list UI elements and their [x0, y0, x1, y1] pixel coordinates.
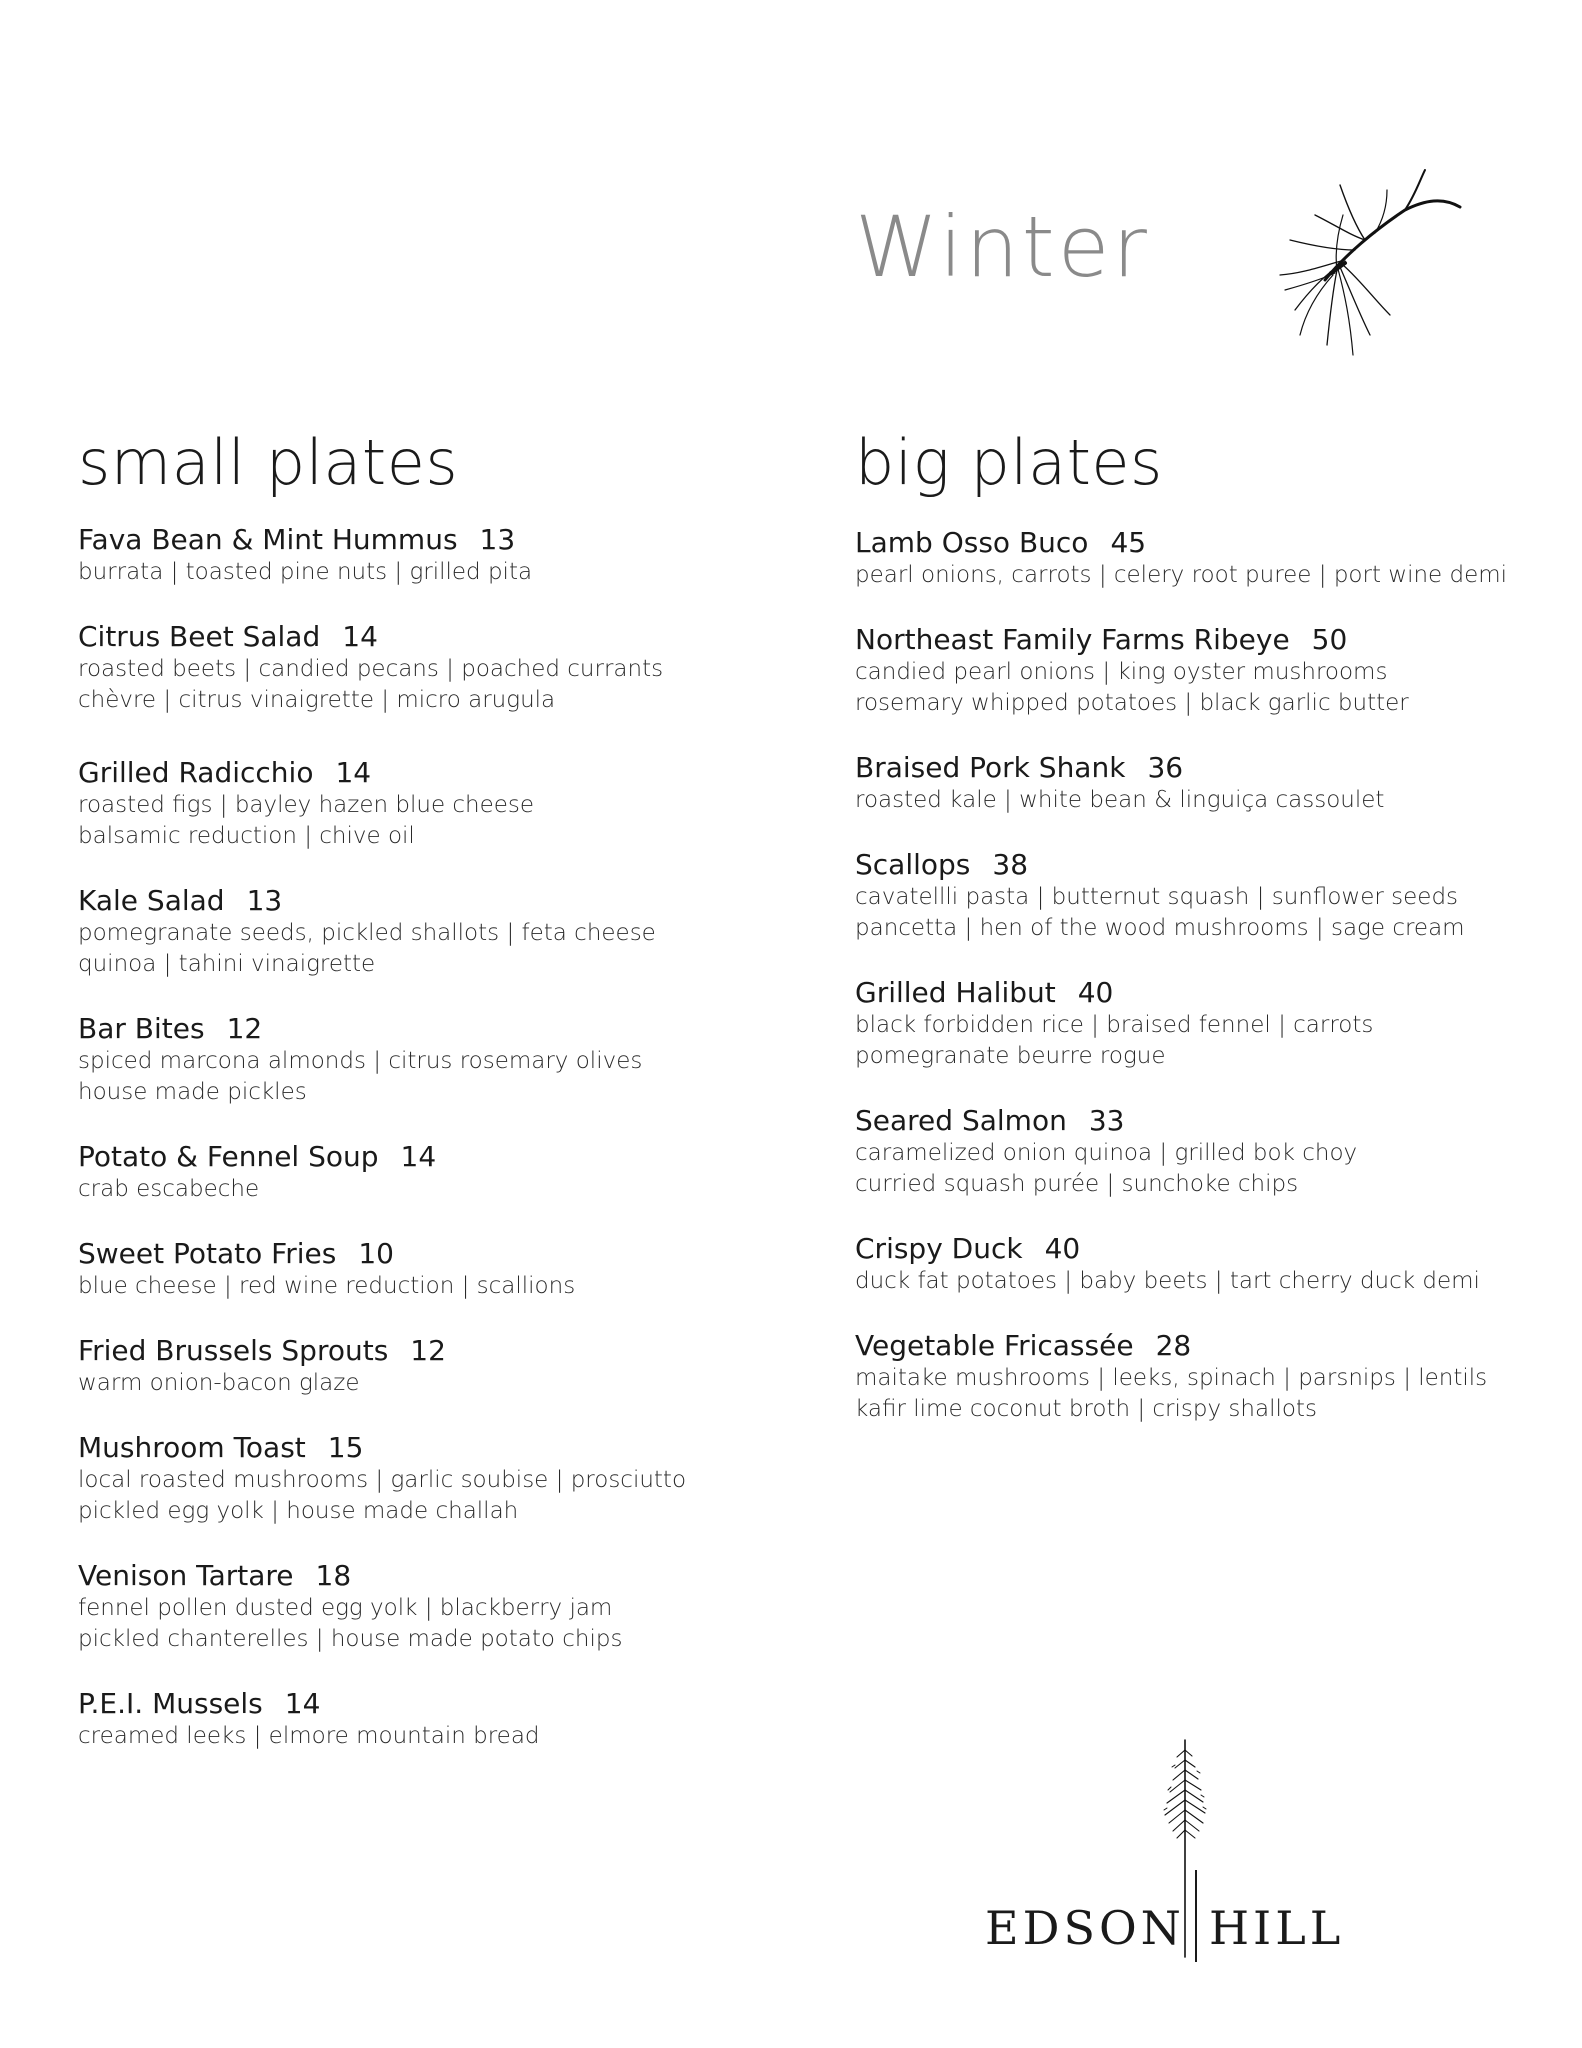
menu-item: [855, 848, 1555, 944]
menu-item-header: [855, 623, 1555, 657]
menu-item-description: fennel pollen dusted egg yolk | blackberry jam: [78, 1595, 613, 1621]
menu-item-price: 12: [410, 1334, 446, 1367]
brand-left-text: EDSON: [985, 1901, 1185, 1955]
menu-item-header: [855, 1232, 1555, 1266]
menu-item-header: [78, 1334, 758, 1368]
menu-item-name: Sweet Potato Fries: [78, 1237, 337, 1270]
menu-item: [855, 623, 1555, 719]
menu-item-name: Crispy Duck: [855, 1232, 1023, 1265]
menu-item-header: [78, 1237, 758, 1271]
menu-item-price: 28: [1155, 1329, 1192, 1362]
menu-item-price: 40: [1044, 1232, 1081, 1265]
menu-item: [855, 1329, 1555, 1425]
menu-item-description: chèvre | citrus vinaigrette | micro arugula: [78, 687, 556, 713]
menu-item-description: crab escabeche: [78, 1176, 260, 1202]
brand-logo: [985, 1898, 1344, 1958]
menu-item-price: 12: [226, 1012, 263, 1045]
menu-item-description: warm onion-bacon glaze: [78, 1370, 360, 1396]
menu-item-description: pancetta | hen of the wood mushrooms | sage cream: [855, 915, 1465, 941]
menu-item-description: burrata | toasted pine nuts | grilled pita: [78, 559, 533, 585]
menu-item-price: 10: [358, 1237, 394, 1270]
menu-item-description: pomegranate beurre rogue: [855, 1043, 1166, 1069]
menu-item-price: 18: [315, 1559, 352, 1592]
menu-item-description: kafir lime coconut broth | crispy shallots: [855, 1396, 1317, 1422]
menu-item: [78, 1431, 758, 1527]
menu-item: [78, 884, 758, 980]
menu-item-description: blue cheese | red wine reduction | scallions: [78, 1273, 576, 1299]
menu-item-price: 14: [342, 620, 378, 653]
menu-item-name: Citrus Beet Salad: [78, 620, 321, 653]
menu-item-description: roasted figs | bayley hazen blue cheese: [78, 792, 535, 818]
pine-branch-icon: [1265, 155, 1485, 370]
menu-item-description: spiced marcona almonds | citrus rosemary olives: [78, 1048, 643, 1074]
menu-item-header: [78, 1431, 758, 1465]
menu-item-name: Grilled Halibut: [855, 976, 1056, 1009]
brand-right-text: HILL: [1208, 1901, 1345, 1955]
menu-item-description: pearl onions, carrots | celery root puree | port wine demi: [855, 562, 1508, 588]
menu-item: [78, 1334, 758, 1399]
menu-item: [78, 1012, 758, 1108]
menu-item-name: P.E.I. Mussels: [78, 1687, 263, 1720]
menu-item-description: roasted beets | candied pecans | poached currants: [78, 656, 664, 682]
menu-item-header: [78, 523, 758, 557]
menu-item-description: black forbidden rice | braised fennel | carrots: [855, 1012, 1374, 1038]
small-plates-heading: small plates: [78, 426, 459, 499]
menu-item-price: 14: [400, 1140, 437, 1173]
menu-item-description: maitake mushrooms | leeks, spinach | parsnips | lentils: [855, 1365, 1488, 1391]
menu-item-name: Northeast Family Farms Ribeye: [855, 623, 1290, 656]
brand-divider: [1195, 1870, 1197, 1962]
menu-item-price: 38: [992, 848, 1029, 881]
menu-item: [855, 1104, 1555, 1200]
menu-item-description: quinoa | tahini vinaigrette: [78, 951, 376, 977]
menu-item-price: 15: [327, 1431, 364, 1464]
menu-item-header: [855, 751, 1555, 785]
menu-item-price: 33: [1088, 1104, 1125, 1137]
menu-item-header: [78, 884, 758, 918]
menu-item-name: Braised Pork Shank: [855, 751, 1126, 784]
menu-item-header: [78, 1559, 758, 1593]
menu-item-price: 14: [284, 1687, 321, 1720]
menu-item-description: pickled egg yolk | house made challah: [78, 1498, 519, 1524]
menu-item-price: 14: [335, 756, 372, 789]
menu-item-header: [855, 976, 1555, 1010]
small-plates-list: [78, 523, 758, 1752]
menu-item-description: rosemary whipped potatoes | black garlic butter: [855, 690, 1409, 716]
menu-item-description: balsamic reduction | chive oil: [78, 823, 415, 849]
menu-item: [855, 1232, 1555, 1297]
menu-item-description: house made pickles: [78, 1079, 307, 1105]
menu-item: [855, 526, 1555, 591]
menu-item-name: Venison Tartare: [78, 1559, 294, 1592]
menu-item: [78, 756, 758, 852]
menu-item-header: [78, 1687, 758, 1721]
menu-item-name: Kale Salad: [78, 884, 225, 917]
menu-item-description: candied pearl onions | king oyster mushrooms: [855, 659, 1388, 685]
menu-item-name: Fava Bean & Mint Hummus: [78, 523, 458, 556]
menu-item-header: [855, 1104, 1555, 1138]
menu-item-price: 45: [1110, 526, 1147, 559]
menu-item-header: [78, 620, 758, 654]
menu-item: [78, 1559, 758, 1655]
menu-item-description: pickled chanterelles | house made potato chips: [78, 1626, 623, 1652]
menu-item-description: cavatellli pasta | butternut squash | sunflower seeds: [855, 884, 1459, 910]
menu-item: [78, 1140, 758, 1205]
menu-item-header: [855, 848, 1555, 882]
menu-item-header: [78, 1012, 758, 1046]
menu-item-name: Seared Salmon: [855, 1104, 1067, 1137]
menu-item-header: [855, 526, 1555, 560]
menu-item-price: 50: [1311, 623, 1348, 656]
menu-item: [78, 1237, 758, 1302]
menu-item-name: Mushroom Toast: [78, 1431, 306, 1464]
big-plates-heading: big plates: [855, 426, 1163, 499]
menu-item-price: 13: [479, 523, 516, 556]
menu-item-name: Bar Bites: [78, 1012, 205, 1045]
menu-item-description: caramelized onion quinoa | grilled bok choy: [855, 1140, 1358, 1166]
menu-item-description: pomegranate seeds, pickled shallots | feta cheese: [78, 920, 656, 946]
menu-item-header: [78, 1140, 758, 1174]
menu-item-description: roasted kale | white bean & linguiça cassoulet: [855, 787, 1385, 813]
menu-item-description: creamed leeks | elmore mountain bread: [78, 1723, 540, 1749]
menu-item-price: 40: [1077, 976, 1114, 1009]
menu-item-header: [855, 1329, 1555, 1363]
menu-item-header: [78, 756, 758, 790]
menu-item: [78, 620, 758, 716]
menu-item-name: Fried Brussels Sprouts: [78, 1334, 389, 1367]
menu-item: [78, 1687, 758, 1752]
menu-item-description: duck fat potatoes | baby beets | tart cherry duck demi: [855, 1268, 1480, 1294]
menu-item-name: Vegetable Fricassée: [855, 1329, 1134, 1362]
menu-item: [855, 751, 1555, 816]
menu-item-description: local roasted mushrooms | garlic soubise | prosciutto: [78, 1467, 687, 1493]
menu-item: [855, 976, 1555, 1072]
menu-item-name: Grilled Radicchio: [78, 756, 314, 789]
menu-item-price: 13: [246, 884, 283, 917]
menu-item-description: curried squash purée | sunchoke chips: [855, 1171, 1299, 1197]
menu-item-price: 36: [1147, 751, 1184, 784]
menu-item-name: Potato & Fennel Soup: [78, 1140, 379, 1173]
menu-item: [78, 523, 758, 588]
season-title: Winter: [855, 198, 1150, 296]
menu-item-name: Lamb Osso Buco: [855, 526, 1089, 559]
big-plates-list: [855, 526, 1555, 1425]
menu-item-name: Scallops: [855, 848, 971, 881]
